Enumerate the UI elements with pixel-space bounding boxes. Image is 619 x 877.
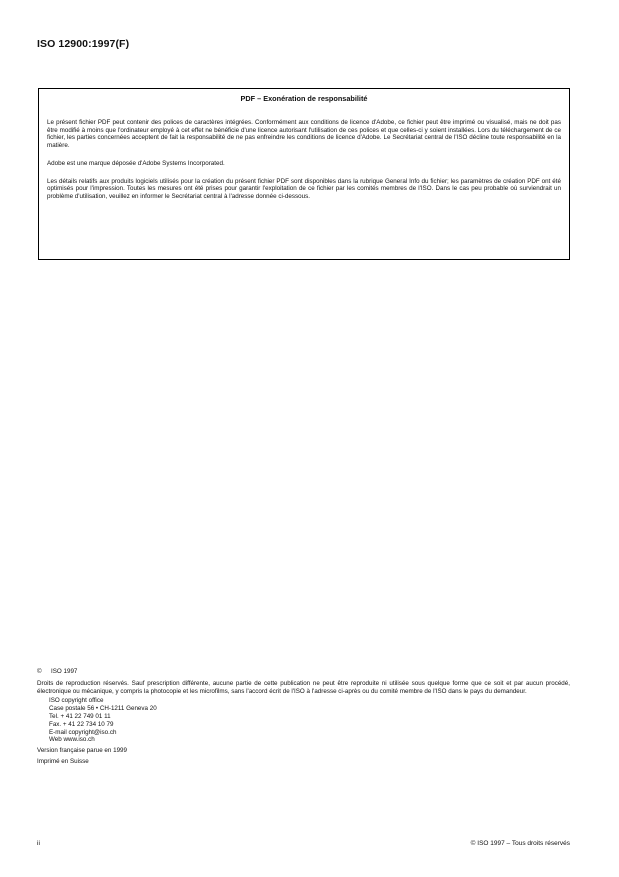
copyright-line [37,668,570,676]
disclaimer-paragraph-software: Les détails relatifs aux produits logiciels utilisés pour la création du présent fichier PDF sont disponibles dans la rubrique General Info du fichier; les paramètres de création PDF ont été optimisés pour l'impression. Toutes les mesures ont été prises pour garantir l'exploitation de ce fichier par les comités membres de l'ISO. Dans le cas peu probable où surviendrait un problème d'utilisation, veuillez en informer le Secrétariat central à l'adresse donnée ci-dessous. [47,177,561,200]
rights-paragraph: Droits de reproduction réservés. Sauf prescription différente, aucune partie de cette publication ne peut être reproduite ni utilisée sous quelque forme que ce soit et par aucun procédé, électronique ou mécanique, y compris la photocopie et les microfilms, sans l'accord écrit de l'ISO à l'adresse ci-après ou du comité membre de l'ISO dans le pays du demandeur. [37,679,570,695]
address-email: E-mail copyright@iso.ch [49,728,117,736]
document-id: ISO 12900:1997(F) [37,38,130,50]
disclaimer-box [38,88,570,260]
disclaimer-paragraph-trademark: Adobe est une marque déposée d'Adobe Systems Incorporated. [47,159,225,167]
copyright-symbol: © [37,668,42,675]
address-fax: Fax. + 41 22 734 10 79 [49,720,114,728]
version-note: Version française parue en 1999 [37,747,127,755]
footer-copyright: © ISO 1997 – Tous droits réservés [470,840,570,847]
printed-note: Imprimé en Suisse [37,757,89,765]
copyright-year: ISO 1997 [51,668,78,675]
disclaimer-paragraph-license: Le présent fichier PDF peut contenir des polices de caractères intégrées. Conformément aux conditions de licence d'Adobe, ce fichier peut être imprimé ou visualisé, mais ne doit pas être modifié à moins que l'ordinateur employé à cet effet ne bénéficie d'une licence autorisant l'utilisation de ces polices et que celles-ci y soient installées. Lors du téléchargement de ce fichier, les parties concernées acceptent de fait la responsabilité de ne pas enfreindre les conditions de licence d'Adobe. Le Secrétariat central de l'ISO décline toute responsabilité en la matière. [47,119,561,150]
address-postal: Case postale 56 • CH-1211 Geneva 20 [49,705,157,713]
address-tel: Tel. + 41 22 749 01 11 [49,712,111,720]
disclaimer-title: PDF – Exonération de responsabilité [240,94,368,103]
page-number: ii [37,840,40,847]
address-office: ISO copyright office [49,697,104,705]
address-web: Web www.iso.ch [49,736,95,744]
iso-address [49,697,570,744]
copyright-block [37,668,570,769]
